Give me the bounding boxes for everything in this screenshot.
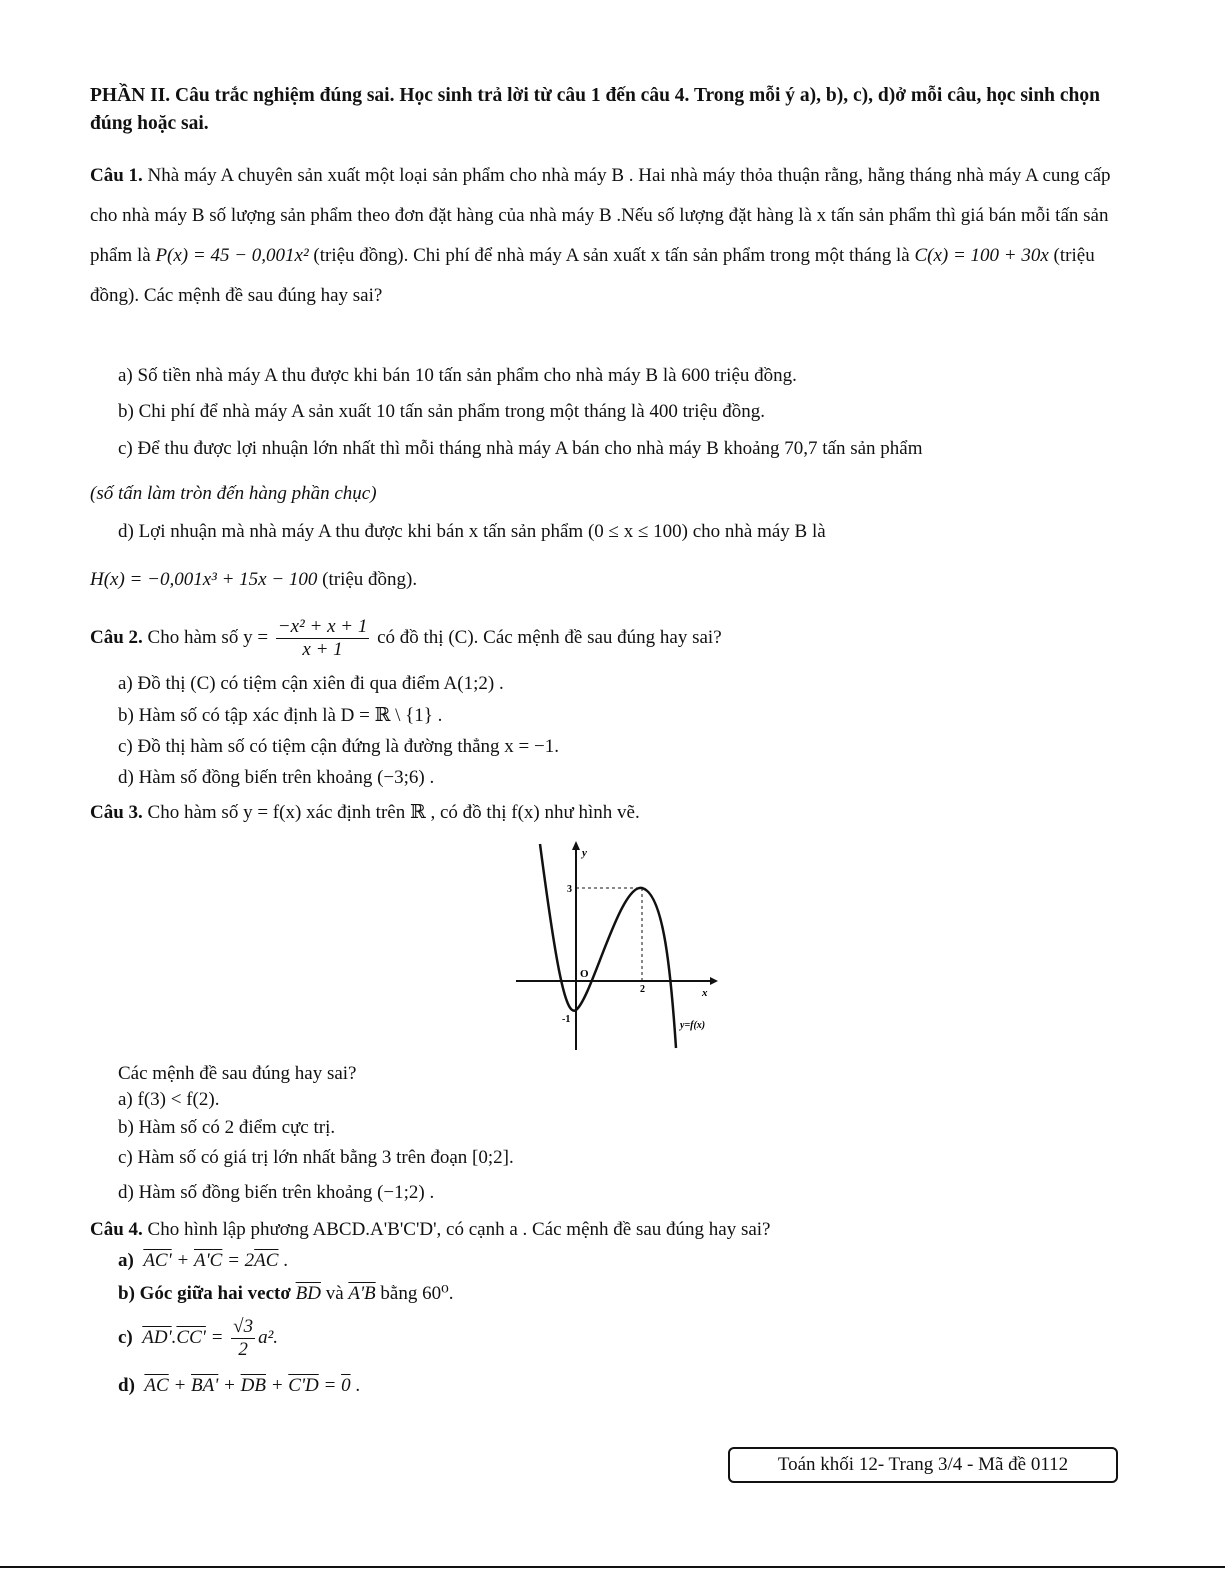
vector-ac-prime: AC' [143,1250,172,1271]
question-3 [90,801,1130,825]
a-squared: a². [258,1327,279,1348]
question-4 [90,1218,1130,1242]
vector-c-prime-d: C'D [288,1375,319,1396]
origin-label: O [580,968,589,980]
q2-option-b: b) Hàm số có tập xác định là D = ℝ \ {1} . [118,705,443,726]
function-graph [510,838,730,1056]
price-formula: P(x) = 45 − 0,001x² [155,245,309,266]
tick-y-3: 3 [567,884,572,895]
tick-y-minus-1: -1 [562,1014,571,1025]
q1-option-a: a) Số tiền nhà máy A thu được khi bán 10 tấn sản phẩm cho nhà máy B là 600 triệu đồng. [118,365,797,386]
footer-text: Toán khối 12- Trang 3/4 - Mã đề 0112 [777,1454,1069,1475]
question-1-stem-part1: Nhà máy A chuyên sản xuất một loại sản phẩm cho nhà máy B . Hai nhà máy thỏa thuận rằng, hằng tháng nhà máy A cung cấp cho nhà máy B số lượng sản phẩm theo đơn đặt hàng của nhà máy B .Nếu số lượng đặt hàng là x tấn sản phẩm thì giá bán mỗi tấn sản phẩm là [90,165,1111,266]
q4-option-d-tag: d) [118,1375,135,1396]
q1-option-d-unit: (triệu đồng). [322,569,418,590]
question-1-stem-part2: (triệu đồng). Chi phí để nhà máy A sản xuất x tấn sản phẩm trong một tháng là [313,245,910,266]
function-curve [540,844,676,1048]
q3-option-c: c) Hàm số có giá trị lớn nhất bằng 3 trên đoạn [0;2]. [118,1147,514,1168]
q3-option-d: d) Hàm số đồng biến trên khoảng (−1;2) . [118,1182,435,1203]
part-heading [90,82,1130,138]
question-1-label: Câu 1. [90,165,143,186]
question-4-stem: Cho hình lập phương ABCD.A'B'C'D', có cạnh a . Các mệnh đề sau đúng hay sai? [147,1219,771,1240]
vector-cc-prime: CC' [176,1327,206,1348]
sqrt3-numerator: √3 [233,1316,254,1338]
q2-option-c: c) Đồ thị hàm số có tiệm cận đứng là đường thẳng x = −1. [118,736,559,757]
vector-ad-prime: AD' [142,1327,172,1348]
fraction-denominator: x + 1 [302,639,343,661]
q4-option-a-tag: a) [118,1250,134,1271]
question-3-stem: Cho hàm số y = f(x) xác định trên ℝ , có đồ thị f(x) như hình vẽ. [147,802,640,823]
y-axis-label: y [582,847,587,859]
q4-option-d: d) $\overline{AC} + BA' + \overline{DB} + C'D = 0$ . [118,1375,361,1396]
vector-a-prime-b: A'B [348,1283,376,1304]
q3-option-a: a) f(3) < f(2). [118,1089,220,1110]
q3-prompt: Các mệnh đề sau đúng hay sai? [118,1063,357,1084]
q4-option-b-and: và [325,1283,344,1304]
question-1 [90,156,1130,316]
vector-ac: $\overline{AC}$ [254,1250,279,1271]
question-2-label: Câu 2. [90,627,143,648]
coefficient-two: 2 [244,1250,255,1271]
vector-ba-prime: BA' [191,1375,219,1396]
question-2-stem-pre: Cho hàm số y = [147,627,269,648]
question-2-stem-post: có đồ thị (C). Các mệnh đề sau đúng hay sai? [377,627,722,648]
vector-db: $\overline{DB}$ [240,1375,266,1396]
q4-option-c: c) AD'.CC' = $\frac{√3}{2}$ a². [118,1316,279,1361]
vector-bd: $\overline{BD}$ [295,1283,321,1304]
question-4-label: Câu 4. [90,1219,143,1240]
y-axis-arrow [572,841,580,850]
q2-option-a: a) Đồ thị (C) có tiệm cận xiên đi qua điểm A(1;2) . [118,673,504,694]
q1-option-d-formula-line [90,568,1130,592]
q1-option-c: c) Để thu được lợi nhuận lớn nhất thì mỗi tháng nhà máy A bán cho nhà máy B khoảng 70,7 tấn sản phẩm [118,438,923,459]
q2-option-d: d) Hàm số đồng biến trên khoảng (−3;6) . [118,767,435,788]
cost-formula: C(x) = 100 + 30x [914,245,1049,266]
q1-option-d: d) Lợi nhuận mà nhà máy A thu được khi bán x tấn sản phẩm (0 ≤ x ≤ 100) cho nhà máy B là [118,521,826,542]
q3-option-b: b) Hàm số có 2 điểm cực trị. [118,1117,336,1138]
q4-option-b [118,1282,1128,1306]
fraction-numerator: −x² + x + 1 [277,616,368,638]
x-axis-label: x [702,987,708,999]
profit-formula: H(x) = −0,001x³ + 15x − 100 [90,569,318,590]
q1-option-c-note: (số tấn làm tròn đến hàng phần chục) [90,483,377,504]
tick-x-2: 2 [640,984,645,995]
question-3-label: Câu 3. [90,802,143,823]
q4-option-a: a) $AC' + A'C = 2\overline{AC}$ . [118,1250,288,1271]
vector-a-prime-c: A'C [194,1250,223,1271]
question-2 [90,614,1130,662]
curve-label: y=f(x) [680,1020,706,1031]
q4-option-b-text-pre: b) Góc giữa hai vectơ [118,1283,291,1304]
q4-option-c-tag: c) [118,1327,133,1348]
q1-option-b: b) Chi phí để nhà máy A sản xuất 10 tấn sản phẩm trong một tháng là 400 triệu đồng. [118,401,765,422]
x-axis-arrow [710,977,718,985]
zero-vector: 0 [341,1375,351,1396]
function-fraction [276,616,370,661]
question-1-stem-part3: (triệu đồng). Các mệnh đề sau đúng hay sai? [90,245,1095,306]
vector-ac-d: $\overline{AC}$ [144,1375,169,1396]
page-footer [728,1447,1118,1483]
sqrt3-over-2-fraction [231,1316,255,1361]
part-heading-text: PHẦN II. Câu trắc nghiệm đúng sai. Học sinh trả lời từ câu 1 đến câu 4. Trong mỗi ý a), b), c), d)ở mỗi câu, học sinh chọn đúng hoặc sai. [90,85,1101,134]
two-denominator: 2 [238,1339,248,1361]
bottom-rule [0,1566,1225,1568]
q4-option-b-text-post: bằng 60⁰. [380,1283,454,1304]
